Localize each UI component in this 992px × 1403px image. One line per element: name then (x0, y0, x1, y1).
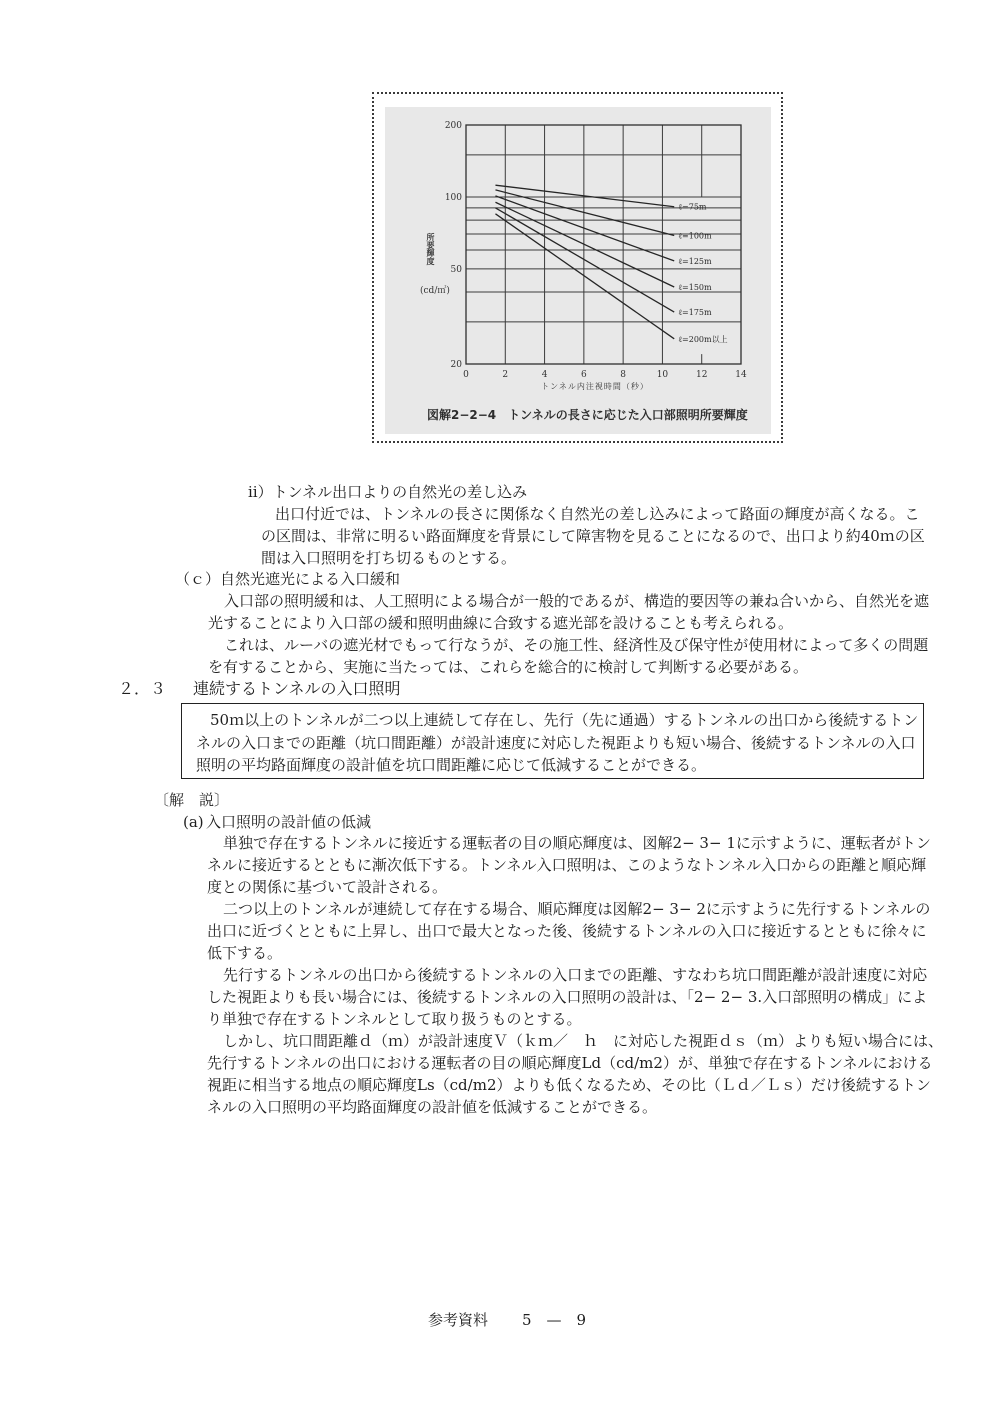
x-tick-label: 6 (580, 370, 587, 380)
y-tick-label: 100 (444, 192, 462, 203)
series-line (495, 202, 674, 287)
series-label: ℓ=200m以上 (678, 334, 728, 344)
paragraph-line: り単独で存在するトンネルとして取り扱うものとする。 (207, 1010, 582, 1028)
y-tick-label: 50 (450, 264, 462, 275)
footer-label: 参考資料 (428, 1311, 489, 1329)
paragraph-line: 間は入口照明を打ち切るものとする。 (261, 549, 517, 567)
section-c-heading: （ｃ）自然光遮光による入口緩和 (175, 570, 401, 588)
y-tick-label: 200 (444, 121, 462, 131)
statement-line: 50ｍ以上のトンネルが二つ以上連続して存在し、先行（先に通過）するトンネルの出口から後続するトン (210, 711, 919, 729)
paragraph-line: 低下する。 (207, 944, 283, 962)
series-line (495, 214, 674, 339)
x-tick-label: 14 (735, 370, 747, 380)
chart-x-axis-title: トンネル内注視時間（秒） (541, 382, 649, 391)
paragraph-line: 単独で存在するトンネルに接近する運転者の目の順応輝度は、図解2− 3− 1に示すように、運転者がトン (223, 834, 931, 852)
paragraph-line: ネルの入口照明の平均路面輝度の設計値を低減することができる。 (207, 1098, 658, 1116)
section-title: 連続するトンネルの入口照明 (193, 679, 401, 698)
paragraph-line: を有することから、実施に当たっては、これらを総合的に検討して判断する必要がある。 (208, 658, 809, 676)
series-label: ℓ=125m (678, 256, 712, 266)
statement-line: ネルの入口までの距離（坑口間距離）が設計速度に対応した視距よりも短い場合、後続するトンネルの入口 (196, 734, 916, 752)
statement-line: 照明の平均路面輝度の設計値を坑口間距離に応じて低減することができる。 (196, 756, 707, 774)
series-line (495, 208, 674, 312)
subsection-title: 入口照明の設計値の低減 (206, 813, 372, 831)
series-label: ℓ=175m (678, 308, 712, 318)
y-tick-label: 20 (450, 360, 462, 370)
paragraph-line: 入口部の照明緩和は、人工照明による場合が一般的であるが、構造的要因等の兼ね合いから、自然光を遮 (224, 592, 930, 610)
chart-y-axis-unit: (cd/㎡) (420, 286, 450, 296)
plot-frame (466, 125, 741, 364)
paragraph-line: の区間は、非常に明るい路面輝度を背景にして障害物を見ることになるので、出口より約40ｍの区 (261, 527, 925, 545)
series-line (495, 185, 674, 207)
x-tick-label: 10 (656, 370, 669, 380)
x-tick-label: 0 (463, 370, 469, 380)
series-label: ℓ=100m (678, 231, 712, 241)
paragraph-line: ネルに接近するとともに漸次低下する。トンネル入口照明は、このようなトンネル入口からの距離と順応輝 (207, 856, 927, 874)
paragraph-line: 光することにより入口部の緩和照明曲線に合致する遮光部を設けることも考えられる。 (208, 614, 794, 632)
commentary-heading: 〔解 説〕 (154, 791, 230, 809)
paragraph-line: しかし、坑口間距離ｄ（ｍ）が設計速度Ｖ（ｋｍ／ ｈ に対応した視距ｄｓ（ｍ）よりも短い場合には、 (223, 1032, 944, 1050)
section-ii-heading: ⅱ）トンネル出口よりの自然光の差し込み (248, 483, 528, 501)
paragraph-line: 度との関係に基づいて設計される。 (207, 878, 448, 896)
section-number: ２．３ (118, 679, 167, 698)
paragraph-line: 先行するトンネルの出口から後続するトンネルの入口までの距離、すなわち坑口間距離が設計速度に対応 (223, 966, 928, 984)
x-tick-label: 2 (502, 370, 509, 380)
paragraph-line: 出口に近づくとともに上昇し、出口で最大となった後、後続するトンネルの入口に接近するとともに徐々に (207, 922, 927, 940)
page-number: 5 — 9 (522, 1311, 587, 1329)
x-tick-label: 8 (620, 370, 627, 380)
paragraph-line: した視距よりも長い場合には、後続するトンネルの入口照明の設計は、「2− 2− 3.入口部照明の構成」によ (207, 988, 928, 1006)
paragraph-line: 二つ以上のトンネルが連続して存在する場合、順応輝度は図解2− 3− 2に示すように先行するトンネルの (223, 900, 931, 918)
paragraph-line: 視距に相当する地点の順応輝度Ls（cd/m2）よりも低くなるため、その比（Ｌｄ／Ｌｓ）だけ後続するトン (207, 1076, 931, 1094)
series-label: ℓ=150m (678, 282, 712, 292)
x-tick-label: 12 (695, 370, 708, 380)
series-label: ℓ=75m (678, 202, 707, 212)
paragraph-line: 出口付近では、トンネルの長さに関係なく自然光の差し込みによって路面の輝度が高くなる。こ (275, 505, 920, 523)
paragraph-line: 先行するトンネルの出口における運転者の目の順応輝度Ld（cd/m2）が、単独で存在するトンネルにおける (207, 1054, 933, 1072)
figure-caption: 図解2−2−4 トンネルの長さに応じた入口部照明所要輝度 (427, 408, 748, 422)
chart-y-axis-title: 所要輝度 (426, 233, 435, 265)
x-tick-label: 4 (541, 370, 548, 380)
figure-scanned-chart (385, 107, 771, 434)
paragraph-line: これは、ルーバの遮光材でもって行なうが、その施工性、経済性及び保守性が使用材によって多くの問題 (224, 636, 929, 654)
subsection-marker: (a) (183, 813, 204, 831)
